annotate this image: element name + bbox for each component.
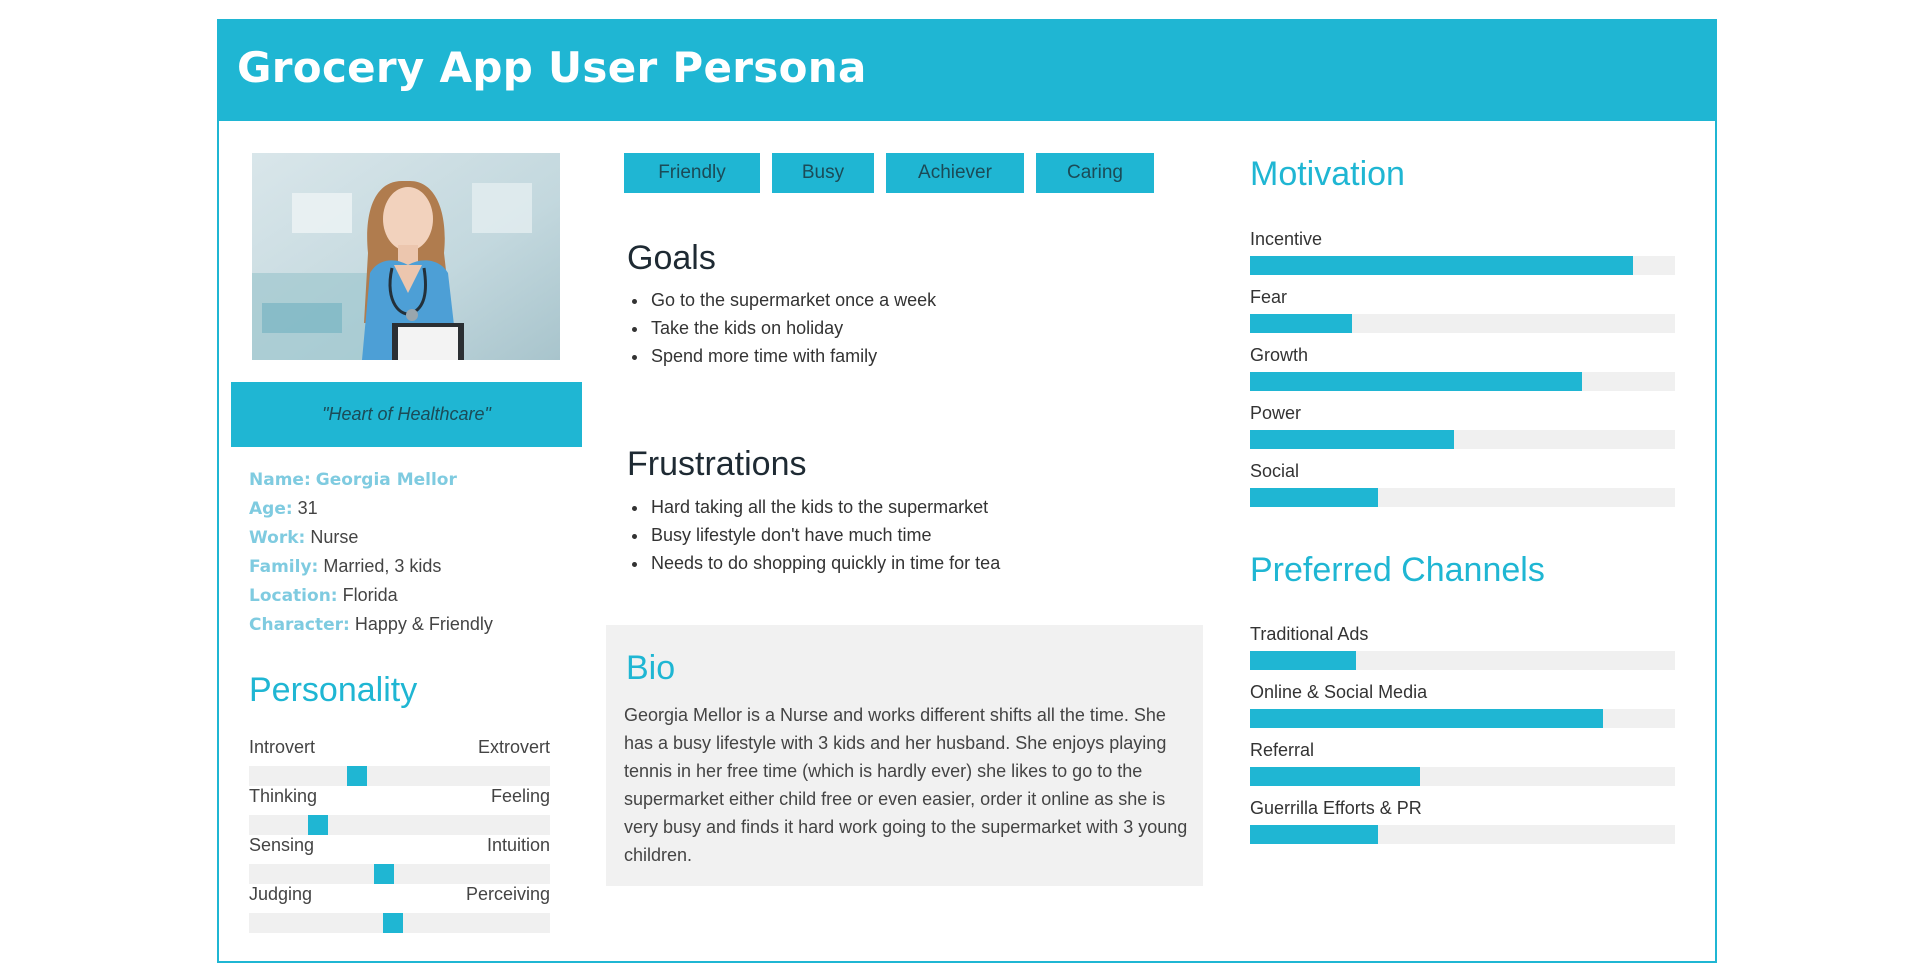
profile-row-age — [249, 494, 493, 523]
trait-marker — [308, 815, 328, 835]
personality-heading: Personality — [249, 671, 418, 709]
motivation-heading: Motivation — [1250, 155, 1405, 193]
trait-track — [249, 913, 550, 933]
bar-label: Traditional Ads — [1250, 624, 1369, 644]
list-item: • Needs to do shopping quickly in time for tea — [649, 549, 1000, 577]
profile-row-family — [249, 552, 493, 581]
persona-photo — [252, 153, 560, 360]
tag-friendly: Friendly — [624, 153, 760, 193]
profile-label: Name: — [249, 470, 311, 490]
bar-track — [1250, 767, 1675, 786]
motivation-bars — [1250, 229, 1675, 519]
bar-fill — [1250, 256, 1633, 275]
trait-marker — [383, 913, 403, 933]
trait-track — [249, 864, 550, 884]
bar-track — [1250, 372, 1675, 391]
persona-tags — [624, 153, 1154, 193]
persona-card — [217, 19, 1717, 963]
profile-label: Age: — [249, 499, 293, 519]
bar-fill — [1250, 372, 1582, 391]
profile-label: Character: — [249, 615, 350, 635]
bar-track — [1250, 256, 1675, 275]
personality-sliders — [249, 737, 550, 933]
bar-track — [1250, 314, 1675, 333]
motivation-bar — [1250, 345, 1675, 403]
bar-label: Power — [1250, 403, 1302, 423]
bar-fill — [1250, 651, 1356, 670]
trait-right-label: Intuition — [486, 835, 550, 855]
bar-label: Referral — [1250, 740, 1315, 760]
trait-track — [249, 815, 550, 835]
bio-panel — [606, 625, 1203, 886]
bar-track — [1250, 825, 1675, 844]
bar-fill — [1250, 825, 1378, 844]
trait-row — [249, 835, 550, 884]
tag-caring: Caring — [1036, 153, 1154, 193]
list-item: • Hard taking all the kids to the supermarket — [649, 493, 1000, 521]
bar-track — [1250, 488, 1675, 507]
trait-left-label: Sensing — [249, 835, 315, 855]
profile-value: Florida — [342, 585, 398, 605]
bio-text: Georgia Mellor is a Nurse and works different shifts all the time. She has a busy lifestyle with 3 kids and her husband. She enjoys playing tennis in her free time (which is hardly ever) she likes to go to the supermarket either child free or even easier, order it online as she is very busy and finds it hard work going to the supermarket with 3 young children. — [624, 705, 1188, 865]
bar-fill — [1250, 709, 1603, 728]
bio-heading: Bio — [626, 649, 676, 687]
bar-label: Online & Social Media — [1250, 682, 1428, 702]
profile-value: Married, 3 kids — [323, 556, 442, 576]
channel-bar — [1250, 624, 1675, 682]
channel-bar — [1250, 682, 1675, 740]
profile-row-work — [249, 523, 493, 552]
profile-value-name: Georgia Mellor — [315, 470, 457, 490]
trait-right-label: Feeling — [490, 786, 550, 806]
bar-label: Social — [1250, 461, 1300, 481]
list-item: • Busy lifestyle don't have much time — [649, 521, 1000, 549]
channel-bars — [1250, 624, 1675, 856]
bar-fill — [1250, 488, 1378, 507]
frustrations-list — [627, 493, 1000, 577]
profile-label: Location: — [249, 586, 338, 606]
trait-left-label: Judging — [249, 884, 313, 904]
tag-achiever: Achiever — [886, 153, 1024, 193]
trait-right-label: Extrovert — [477, 737, 550, 757]
tag-busy: Busy — [772, 153, 874, 193]
trait-row — [249, 884, 550, 933]
motivation-bar — [1250, 287, 1675, 345]
profile-value: 31 — [297, 498, 318, 518]
profile-label: Work: — [249, 528, 306, 548]
bar-label: Growth — [1250, 345, 1309, 365]
profile-row-character — [249, 610, 493, 639]
nurse-photo-illustration — [252, 153, 560, 360]
motivation-bar — [1250, 229, 1675, 287]
channel-bar — [1250, 740, 1675, 798]
list-item: • Spend more time with family — [649, 342, 936, 370]
motivation-bar — [1250, 403, 1675, 461]
bar-label: Fear — [1250, 287, 1288, 307]
profile-value: Happy & Friendly — [354, 614, 493, 634]
bar-fill — [1250, 430, 1454, 449]
trait-left-label: Introvert — [249, 737, 316, 757]
bar-track — [1250, 709, 1675, 728]
motivation-bar — [1250, 461, 1675, 519]
bar-fill — [1250, 314, 1352, 333]
list-item: • Take the kids on holiday — [649, 314, 936, 342]
trait-marker — [374, 864, 394, 884]
trait-left-label: Thinking — [249, 786, 318, 806]
goals-heading: Goals — [627, 239, 716, 277]
trait-row — [249, 737, 550, 786]
bar-label: Incentive — [1250, 229, 1323, 249]
trait-row — [249, 786, 550, 835]
trait-track — [249, 766, 550, 786]
goals-list — [627, 286, 936, 370]
profile-label: Family: — [249, 557, 319, 577]
bar-track — [1250, 651, 1675, 670]
frustrations-heading: Frustrations — [627, 445, 807, 483]
channel-bar — [1250, 798, 1675, 856]
header-banner — [219, 21, 1715, 121]
trait-marker — [347, 766, 367, 786]
bar-track — [1250, 430, 1675, 449]
profile-details — [249, 465, 493, 639]
channels-heading: Preferred Channels — [1250, 551, 1545, 589]
page-title: Grocery App User Persona — [237, 43, 867, 92]
profile-row-name — [249, 465, 493, 494]
trait-right-label: Perceiving — [465, 884, 550, 904]
profile-value: Nurse — [310, 527, 359, 547]
bar-label: Guerrilla Efforts & PR — [1250, 798, 1422, 818]
persona-quote: "Heart of Healthcare" — [231, 382, 582, 447]
profile-row-location — [249, 581, 493, 610]
bar-fill — [1250, 767, 1420, 786]
list-item: • Go to the supermarket once a week — [649, 286, 936, 314]
